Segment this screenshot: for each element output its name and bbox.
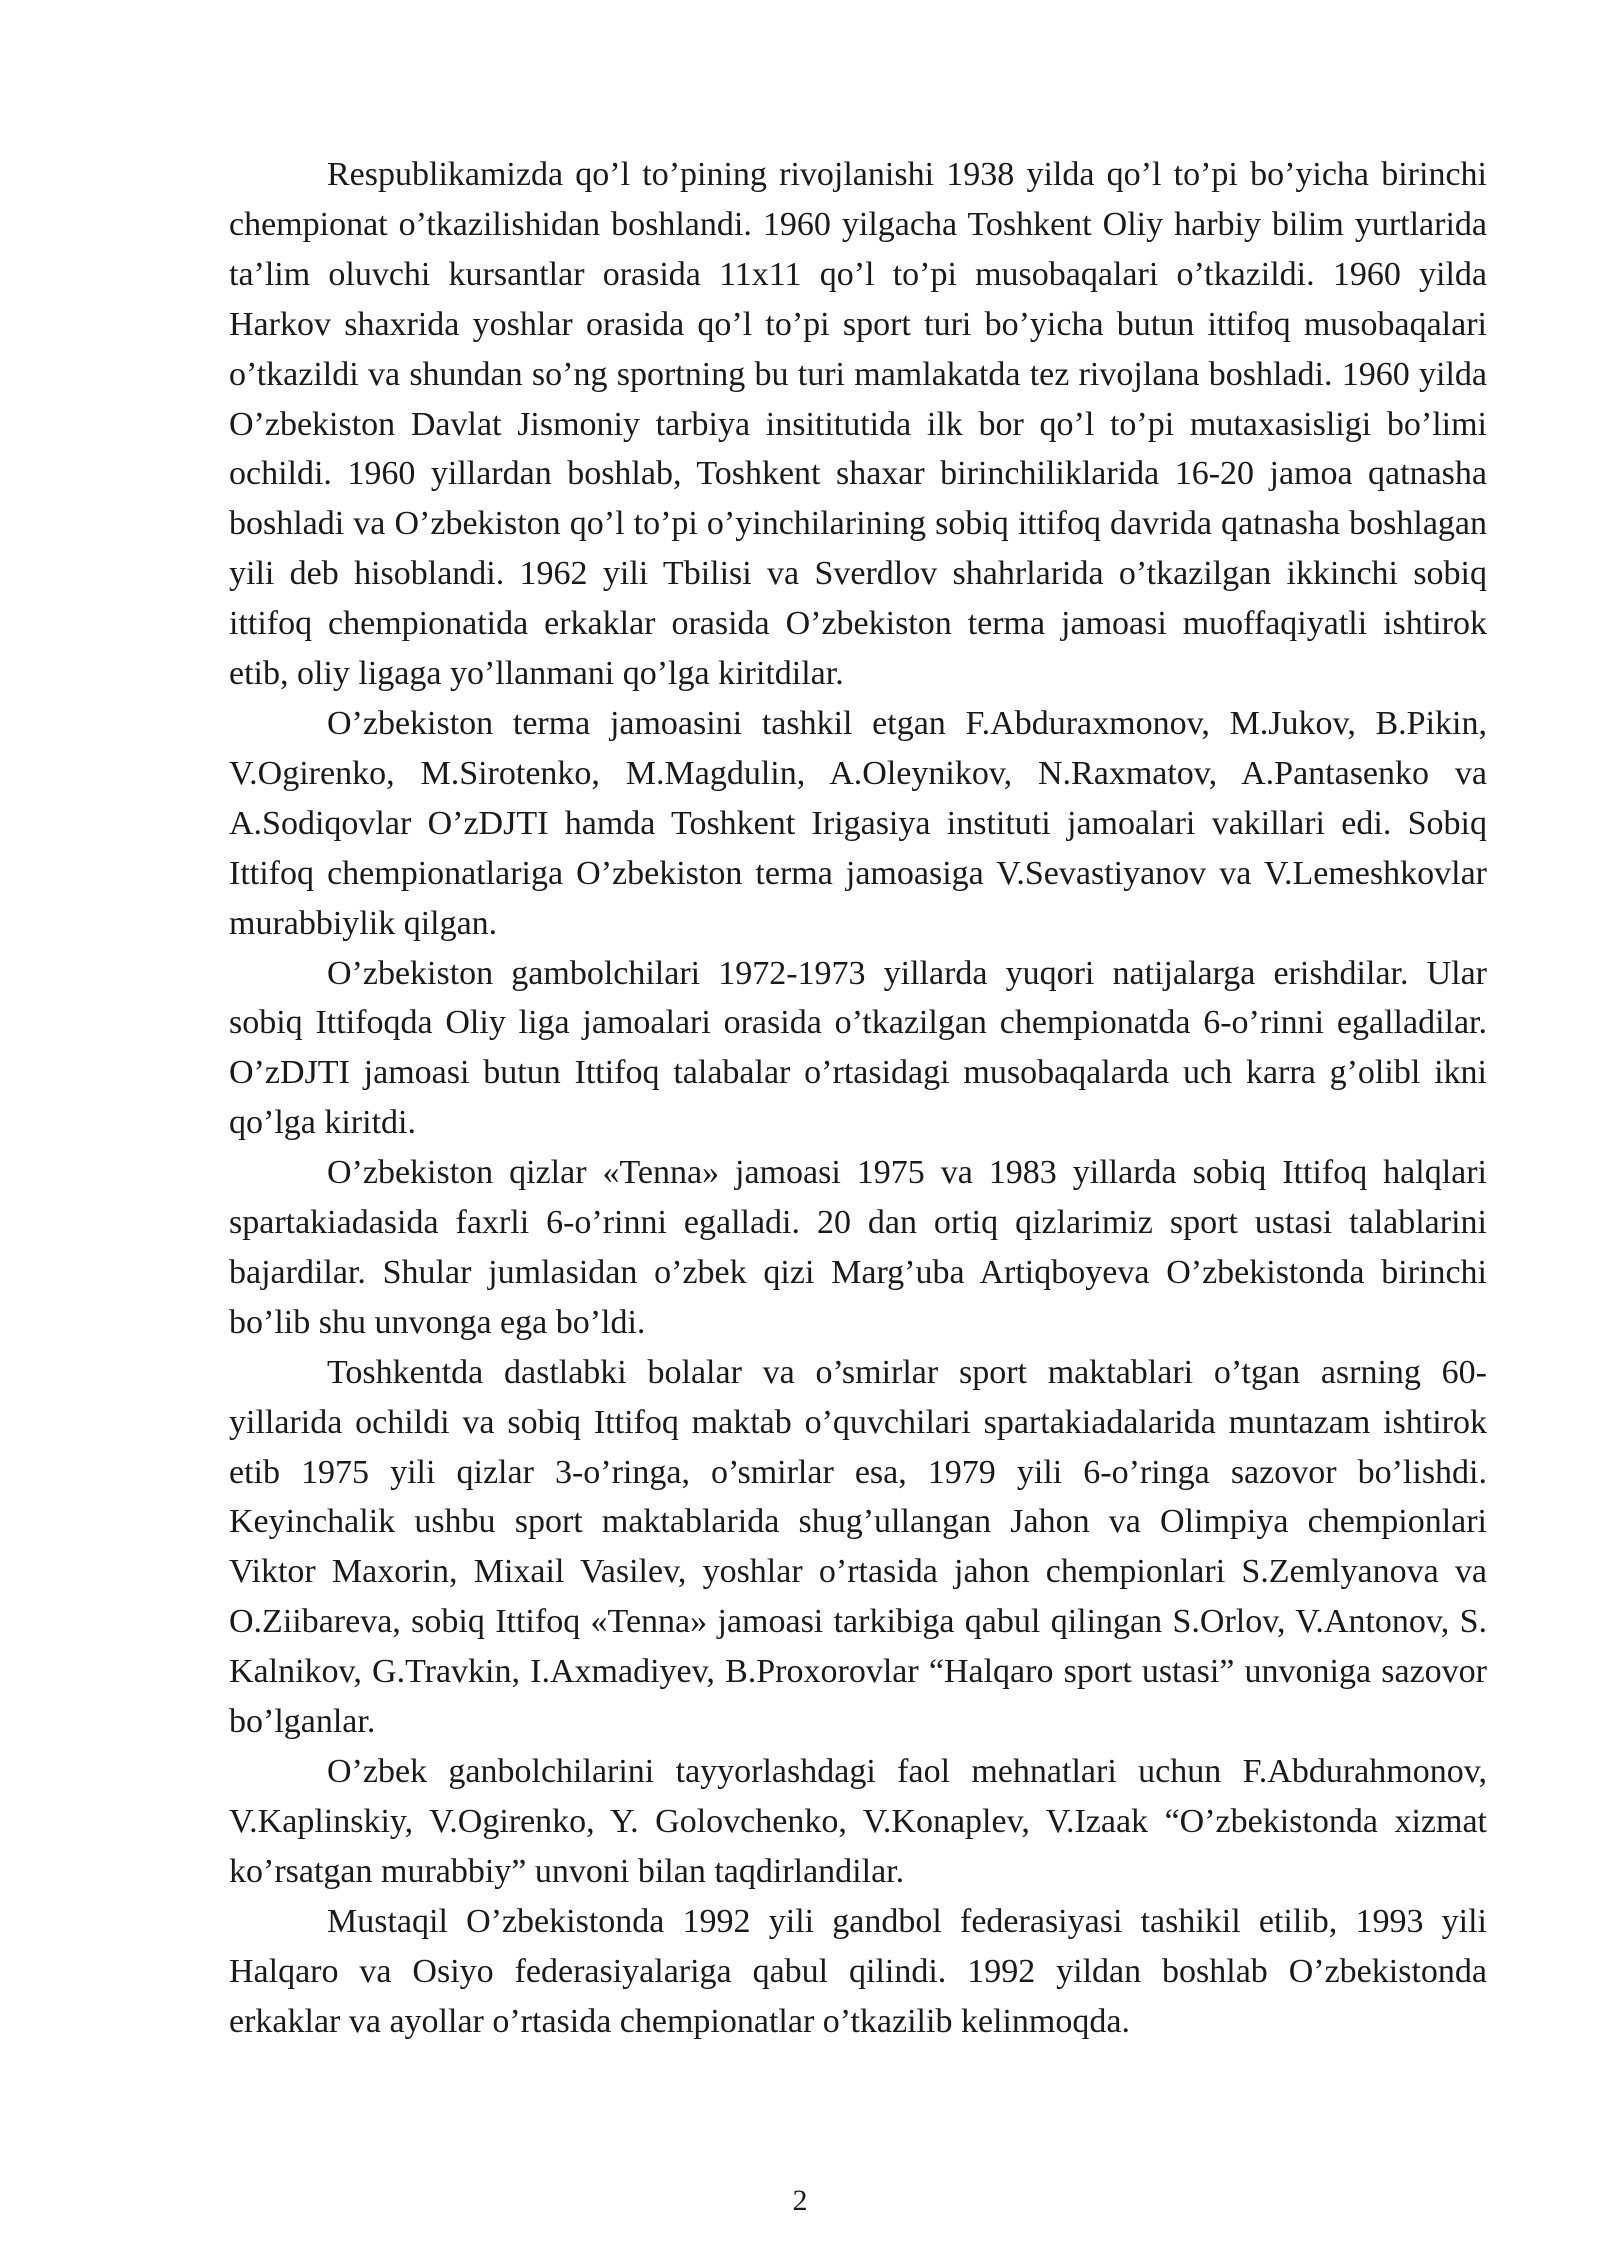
body-text xyxy=(229,150,1487,2046)
paragraph-6: O’zbek ganbolchilarini tayyorlashdagi faol mehnatlari uchun F.Abdurahmonov, V.Kaplinskiy, V.Ogirenko, Y. Golovchenko, V.Konaplev, V.Izaak “O’zbekistonda xizmat ko’rsatgan murabbiy” unvoni bilan taqdirlandilar. xyxy=(229,1753,1487,1890)
paragraph-7: Mustaqil O’zbekistonda 1992 yili gandbol federasiyasi tashikil etilib, 1993 yili Halqaro va Osiyo federasiyalariga qabul qilindi. 1992 yildan boshlab O’zbekistonda erkaklar va ayollar o’rtasida chempionatlar o’tkazilib kelinmoqda. xyxy=(229,1902,1487,2040)
paragraph-5: Toshkentda dastlabki bolalar va o’smirlar sport maktablari o’tgan asrning 60-yillarida ochildi va sobiq Ittifoq maktab o’quvchilari spartakiadalarida muntazam ishtirok etib 1975 yili qizlar 3-o’ringa, o’smirlar esa, 1979 yili 6-o’ringa sazovor bo’lishdi. Keyinchalik ushbu sport maktablarida shug’ullangan Jahon va Olimpiya chempionlari Viktor Maxorin, Mixail Vasilev, yoshlar o’rtasida jahon chempionlari S.Zemlyanova va O.Ziibareva, sobiq Ittifoq «Tenna» jamoasi tarkibiga qabul qilingan S.Orlov, V.Antonov, S. Kalnikov, G.Travkin, I.Axmadiyev, B.Proxorovlar “Halqaro sport ustasi” unvoniga sazovor bo’lganlar. xyxy=(229,1353,1487,1741)
paragraph-4: O’zbekiston qizlar «Tenna» jamoasi 1975 va 1983 yillarda sobiq Ittifoq halqlari spartakiadasida faxrli 6-o’rinni egalladi. 20 dan ortiq qizlarimiz sport ustasi talablarini bajardilar. Shular jumlasidan o’zbek qizi Marg’uba Artiqboyeva O’zbekistonda birinchi bo’lib shu unvonga ega bo’ldi. xyxy=(229,1154,1487,1341)
paragraph-2: O’zbekiston terma jamoasini tashkil etgan F.Abduraxmonov, M.Jukov, B.Pikin, V.Ogirenko, M.Sirotenko, M.Magdulin, A.Oleynikov, N.Raxmatov, A.Pantasenko va A.Sodiqovlar O’zDJTI hamda Toshkent Irigasiya instituti jamoalari vakillari edi. Sobiq Ittifoq chempionatlariga O’zbekiston terma jamoasiga V.Sevastiyanov va V.Lemeshkovlar murabbiylik qilgan. xyxy=(229,704,1487,942)
paragraph-1: Respublikamizda qo’l to’pining rivojlanishi 1938 yilda qo’l to’pi bo’yicha birinchi chempionat o’tkazilishidan boshlandi. 1960 yilgacha Toshkent Oliy harbiy bilim yurtlarida ta’lim oluvchi kursantlar orasida 11x11 qo’l to’pi musobaqalari o’tkazildi. 1960 yilda Harkov shaxrida yoshlar orasida qo’l to’pi sport turi bo’yicha butun ittifoq musobaqalari o’tkazildi va shundan so’ng sportning bu turi mamlakatda tez rivojlana boshladi. 1960 yilda O’zbekiston Davlat Jismoniy tarbiya insititutida ilk bor qo’l to’pi mutaxasisligi bo’limi ochildi. 1960 yillardan boshlab, Toshkent shaxar birinchiliklarida 16-20 jamoa qatnasha boshladi va O’zbekiston qo’l to’pi o’yinchilarining sobiq ittifoq davrida qatnasha boshlagan yili deb hisoblandi. 1962 yili Tbilisi va Sverdlov shahrlarida o’tkazilgan ikkinchi sobiq ittifoq chempionatida erkaklar orasida O’zbekiston terma jamoasi muoffaqiyatli ishtirok etib, oliy ligaga yo’llanmani qo’lga kiritdilar. xyxy=(229,156,1487,693)
paragraph-3: O’zbekiston gambolchilari 1972-1973 yillarda yuqori natijalarga erishdilar. Ular sobiq Ittifoqda Oliy liga jamoalari orasida o’tkazilgan chempionatda 6-o’rinni egalladilar. O’zDJTI jamoasi butun Ittifoq talabalar o’rtasidagi musobaqalarda uch karra g’olibl ikni qo’lga kiritdi. xyxy=(229,954,1487,1142)
page-number: 2 xyxy=(792,2184,808,2217)
